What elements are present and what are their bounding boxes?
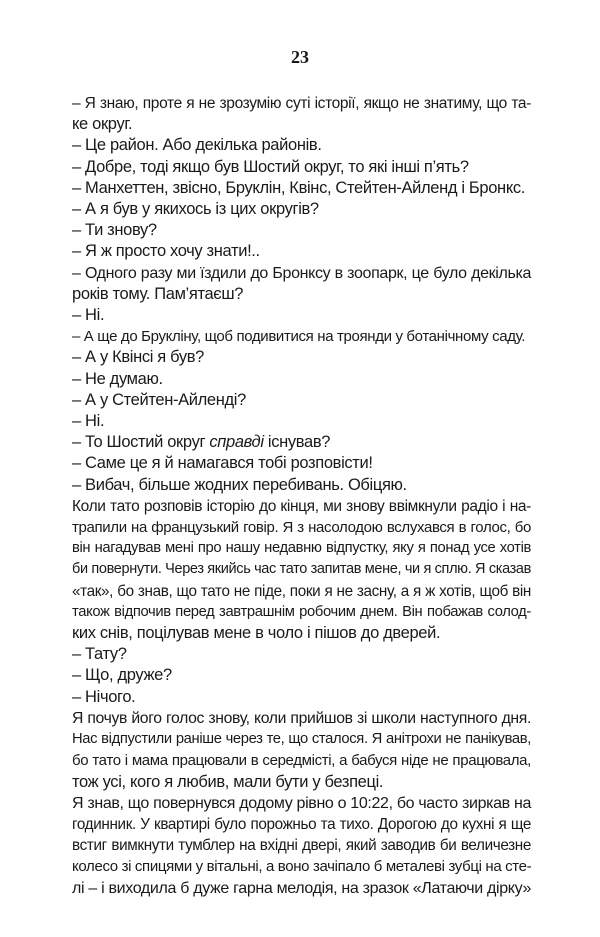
text-line: також відпочив перед завтрашнім робочим днем. Він побажав солод- bbox=[72, 603, 531, 620]
text-line: – Саме це я й намагався тобі розповісти! bbox=[72, 454, 373, 473]
text-line: – Це район. Або декілька районів. bbox=[72, 136, 322, 155]
text-line: бо тато і мама працювали в середмісті, а бабуся ніде не працювала, bbox=[72, 752, 531, 770]
text-line: – Одного разу ми їздили до Бронксу в зоопарк, це було декілька bbox=[72, 264, 531, 282]
text-segment: – То Шостий округ bbox=[72, 433, 210, 452]
text-line: годинник. У квартирі було порожньо та тихо. Дорогою до кухні я ще bbox=[72, 815, 531, 833]
text-line: Нас відпустили раніше через те, що сталося. Я анітрохи не панікував, bbox=[72, 731, 531, 748]
text-line: ких снів, поцілував мене в чоло і пішов до дверей. bbox=[72, 624, 441, 643]
text-line: трапили на французький говір. Я з насолодою вслухався в голос, бо bbox=[72, 519, 531, 537]
body-text bbox=[72, 93, 531, 899]
text-line: – Нічого. bbox=[72, 687, 136, 706]
text-line: – Ні. bbox=[72, 412, 105, 431]
text-line: – А у Квінсі я був? bbox=[72, 348, 204, 367]
text-line: – Вибач, більше жодних перебивань. Обіцяю. bbox=[72, 475, 407, 494]
text-line: – Манхеттен, звісно, Бруклін, Квінс, Стейтен-Айленд і Бронкс. bbox=[72, 178, 526, 197]
text-line: – Я ж просто хочу знати!.. bbox=[72, 242, 260, 261]
text-line: – Добре, тоді якщо був Шостий округ, то які інші п’ять? bbox=[72, 157, 469, 176]
text-line: він нагадував мені про нашу недавню відпустку, яку я понад усе хотів bbox=[72, 540, 531, 557]
text-line: тож усі, кого я любив, мали бути у безпеці. bbox=[72, 772, 384, 791]
text-line: – Не думаю. bbox=[72, 369, 163, 388]
text-line: би повернути. Через якийсь час тато запитав мене, чи я сплю. Я сказав bbox=[72, 561, 531, 578]
text-line-emphasis bbox=[72, 432, 531, 453]
text-line: лі – і виходила б дуже гарна мелодія, на зразок «Латаючи дірку» bbox=[72, 879, 531, 897]
text-line: встиг вимкнути тумблер на вхідні двері, який заводив би величезне bbox=[72, 837, 531, 855]
text-segment: існував? bbox=[263, 433, 331, 452]
page-number: 23 bbox=[291, 47, 309, 67]
text-line: колесо зі спицями у вітальні, а воно зачіпало б металеві зубці на сте- bbox=[72, 858, 532, 876]
text-line: – Я знаю, проте я не зрозумію суті історії, якщо не знатиму, що та- bbox=[72, 95, 531, 112]
text-line: – Ти знову? bbox=[72, 221, 157, 240]
text-line: ке округ. bbox=[72, 115, 133, 134]
text-line: – А у Стейтен-Айленді? bbox=[72, 390, 246, 409]
text-line: – А ще до Брукліну, щоб подивитися на троянди у ботанічному саду. bbox=[72, 328, 526, 346]
text-line: – Тату? bbox=[72, 645, 127, 664]
text-line: Коли тато розповів історію до кінця, ми знову ввімкнули радіо і на- bbox=[72, 497, 531, 515]
text-line: років тому. Пам’ятаєш? bbox=[72, 284, 244, 303]
text-line: – Що, друже? bbox=[72, 666, 172, 685]
text-line: Я почув його голос знову, коли прийшов зі школи наступного дня. bbox=[72, 709, 531, 727]
text-line: Я знав, що повернувся додому рівно о 10:22, бо часто зиркав на bbox=[72, 794, 531, 812]
text-line: – А я був у якихось із цих округів? bbox=[72, 200, 319, 219]
emphasized-word: справді bbox=[209, 433, 264, 452]
text-line: – Ні. bbox=[72, 306, 105, 325]
text-line: «так», бо знав, що тато не піде, поки я не засну, а я ж хотів, щоб він bbox=[72, 582, 531, 600]
